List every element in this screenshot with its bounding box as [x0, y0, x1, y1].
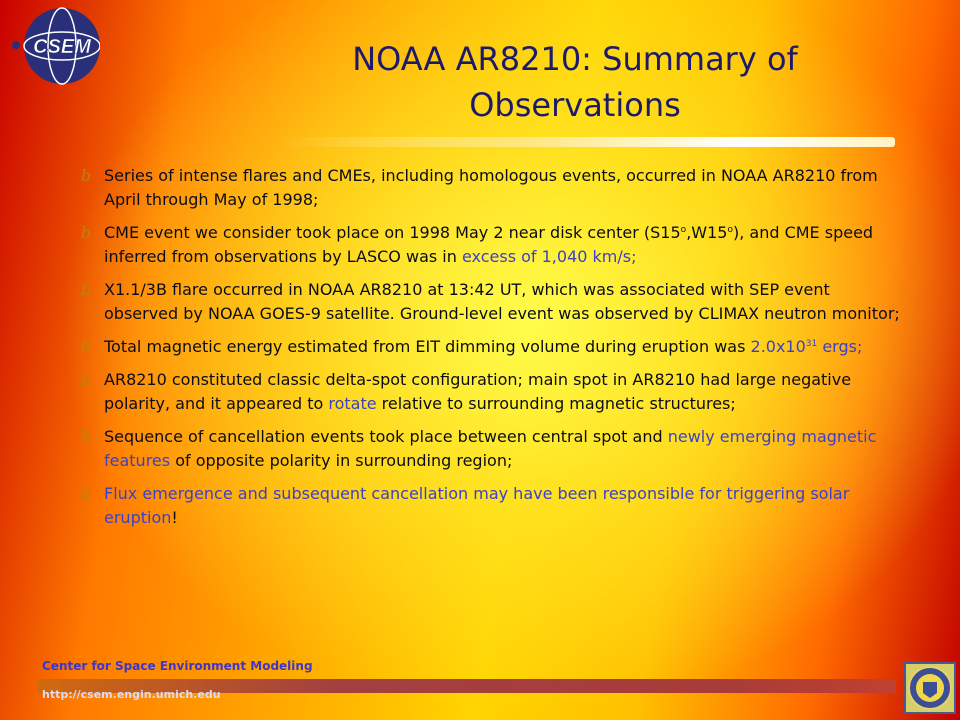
- bullet-item: [76, 335, 906, 359]
- text-run: CME event we consider took place on 1998 May 2 near disk center (S15: [104, 223, 681, 242]
- title-line-1: NOAA AR8210: Summary of: [352, 40, 798, 78]
- bullet-list: [76, 164, 906, 539]
- superscript: 31: [805, 339, 818, 349]
- bullet-text: [104, 484, 849, 527]
- bullet-item: [76, 425, 906, 473]
- highlighted-text: Flux emergence and subsequent cancellation may have been responsible for triggering solar eruption: [104, 484, 850, 527]
- bullet-marker-icon: b: [80, 484, 92, 503]
- bullet-text: [104, 223, 873, 266]
- text-run: of opposite polarity in surrounding region;: [170, 451, 513, 470]
- bullet-text: [104, 280, 900, 323]
- text-run: Sequence of cancellation events took place between central spot and: [104, 427, 668, 446]
- bullet-marker-icon: b: [80, 427, 92, 446]
- bullet-marker-icon: b: [80, 223, 92, 242]
- text-run: X1.1/3B flare occurred in NOAA AR8210 at 13:42 UT, which was associated with SEP event observed by NOAA GOES-9 satellite. Ground-level event was observed by CLIMAX neutron monitor;: [104, 280, 900, 323]
- title-underline: [280, 137, 895, 147]
- text-run: ), and CME speed inferred from observations by LASCO was in: [104, 223, 874, 266]
- bullet-item: [76, 482, 906, 530]
- highlighted-text: 2.0x10: [750, 337, 806, 356]
- text-run: Series of intense flares and CMEs, including homologous events, occurred in NOAA AR8210 from April through May of 1998;: [104, 166, 878, 209]
- superscript: o: [680, 225, 687, 235]
- bullet-marker-icon: b: [80, 280, 92, 299]
- footer-url: http://csem.engin.umich.edu: [42, 688, 221, 701]
- footer-organization: Center for Space Environment Modeling: [42, 659, 313, 673]
- highlighted-text: rotate: [328, 394, 377, 413]
- bullet-text: [104, 337, 862, 356]
- slide-title: [280, 36, 870, 128]
- bullet-marker-icon: b: [80, 166, 92, 185]
- highlighted-text: newly emerging magnetic features: [104, 427, 877, 470]
- csem-logo: [8, 4, 100, 90]
- bullet-marker-icon: b: [80, 370, 92, 389]
- text-run: ,W15: [686, 223, 728, 242]
- university-seal-icon: [904, 662, 956, 714]
- text-run: Total magnetic energy estimated from EIT dimming volume during eruption was: [104, 337, 751, 356]
- svg-text:CSEM: CSEM: [33, 36, 91, 58]
- bullet-text: [104, 166, 878, 209]
- highlighted-text: excess of 1,040 km/s;: [461, 247, 637, 266]
- text-run: AR8210 constituted classic delta-spot configuration; main spot in AR8210 had large negative polarity, and it appeared to: [104, 370, 852, 413]
- bullet-item: [76, 221, 906, 269]
- bullet-item: [76, 278, 906, 326]
- title-line-2: Observations: [469, 86, 681, 124]
- bullet-text: [104, 370, 851, 413]
- bullet-text: [104, 427, 876, 470]
- text-run: !: [171, 508, 178, 527]
- text-run: relative to surrounding magnetic structures;: [376, 394, 736, 413]
- bullet-marker-icon: b: [80, 337, 92, 356]
- superscript: o: [727, 225, 733, 235]
- highlighted-text: ergs;: [817, 337, 863, 356]
- bullet-item: [76, 368, 906, 416]
- bullet-item: [76, 164, 906, 212]
